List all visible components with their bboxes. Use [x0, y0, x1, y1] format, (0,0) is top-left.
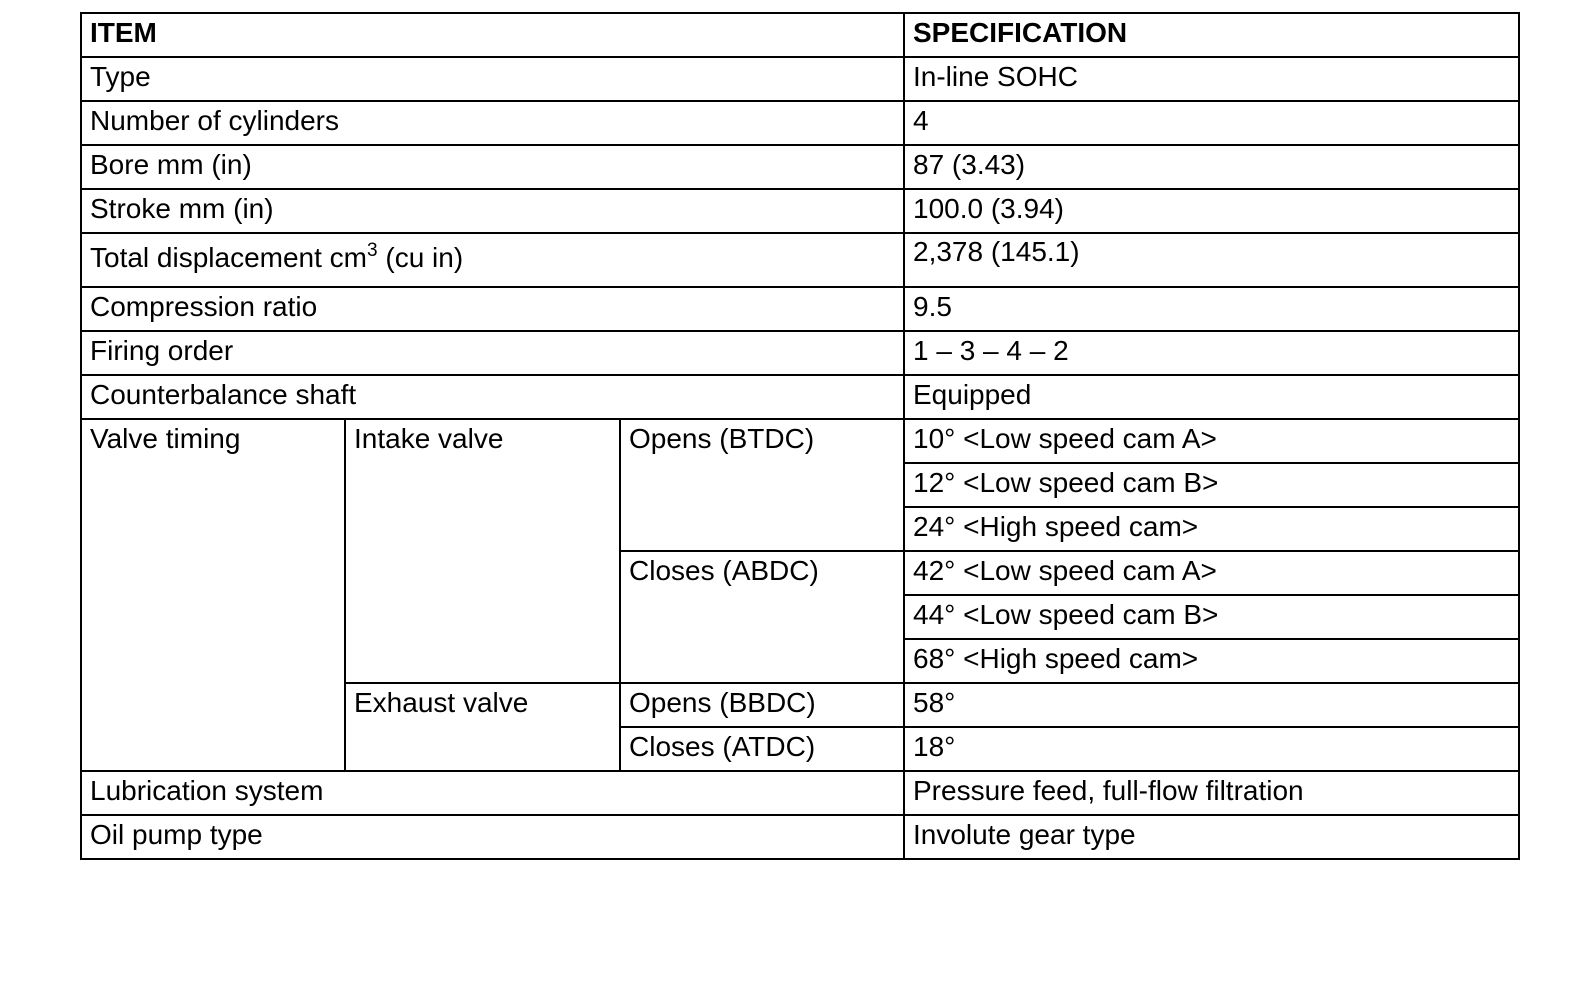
table-row — [81, 189, 1519, 233]
intake-opens-value: 12° <Low speed cam B> — [904, 463, 1519, 507]
table-header-row — [81, 13, 1519, 57]
row-spec: Involute gear type — [904, 815, 1519, 859]
row-item: Lubrication system — [81, 771, 904, 815]
row-item: Counterbalance shaft — [81, 375, 904, 419]
row-spec: 9.5 — [904, 287, 1519, 331]
row-spec: 100.0 (3.94) — [904, 189, 1519, 233]
row-item: Oil pump type — [81, 815, 904, 859]
row-spec: 1 – 3 – 4 – 2 — [904, 331, 1519, 375]
exhaust-valve-label: Exhaust valve — [345, 683, 620, 771]
row-item: Bore mm (in) — [81, 145, 904, 189]
row-spec: 2,378 (145.1) — [904, 233, 1519, 287]
row-item: Type — [81, 57, 904, 101]
table-row — [81, 815, 1519, 859]
intake-closes-value: 68° <High speed cam> — [904, 639, 1519, 683]
header-item: ITEM — [81, 13, 904, 57]
table-row — [81, 375, 1519, 419]
row-spec: Pressure feed, full-flow filtration — [904, 771, 1519, 815]
valve-timing-label: Valve timing — [81, 419, 345, 771]
engine-specification-table — [80, 12, 1520, 860]
intake-closes-label: Closes (ABDC) — [620, 551, 904, 683]
intake-closes-value: 42° <Low speed cam A> — [904, 551, 1519, 595]
row-item — [81, 233, 904, 287]
row-spec: In-line SOHC — [904, 57, 1519, 101]
table-row — [81, 145, 1519, 189]
exhaust-closes-value: 18° — [904, 727, 1519, 771]
row-item: Stroke mm (in) — [81, 189, 904, 233]
table-row — [81, 233, 1519, 287]
table-row — [81, 57, 1519, 101]
row-item: Firing order — [81, 331, 904, 375]
row-item: Number of cylinders — [81, 101, 904, 145]
row-item: Compression ratio — [81, 287, 904, 331]
row-spec: Equipped — [904, 375, 1519, 419]
superscript-cubed: 3 — [367, 240, 378, 261]
header-specification: SPECIFICATION — [904, 13, 1519, 57]
row-item-text: Total displacement cm — [90, 242, 368, 273]
table-row — [81, 101, 1519, 145]
table-row — [81, 331, 1519, 375]
exhaust-opens-label: Opens (BBDC) — [620, 683, 904, 727]
exhaust-opens-value: 58° — [904, 683, 1519, 727]
table-row — [81, 419, 1519, 463]
intake-valve-label: Intake valve — [345, 419, 620, 683]
row-item-unit: (cu in) — [377, 242, 464, 273]
row-spec: 87 (3.43) — [904, 145, 1519, 189]
intake-opens-value: 10° <Low speed cam A> — [904, 419, 1519, 463]
exhaust-closes-label: Closes (ATDC) — [620, 727, 904, 771]
row-spec: 4 — [904, 101, 1519, 145]
table-row — [81, 771, 1519, 815]
table-row — [81, 287, 1519, 331]
intake-opens-value: 24° <High speed cam> — [904, 507, 1519, 551]
intake-opens-label: Opens (BTDC) — [620, 419, 904, 551]
intake-closes-value: 44° <Low speed cam B> — [904, 595, 1519, 639]
